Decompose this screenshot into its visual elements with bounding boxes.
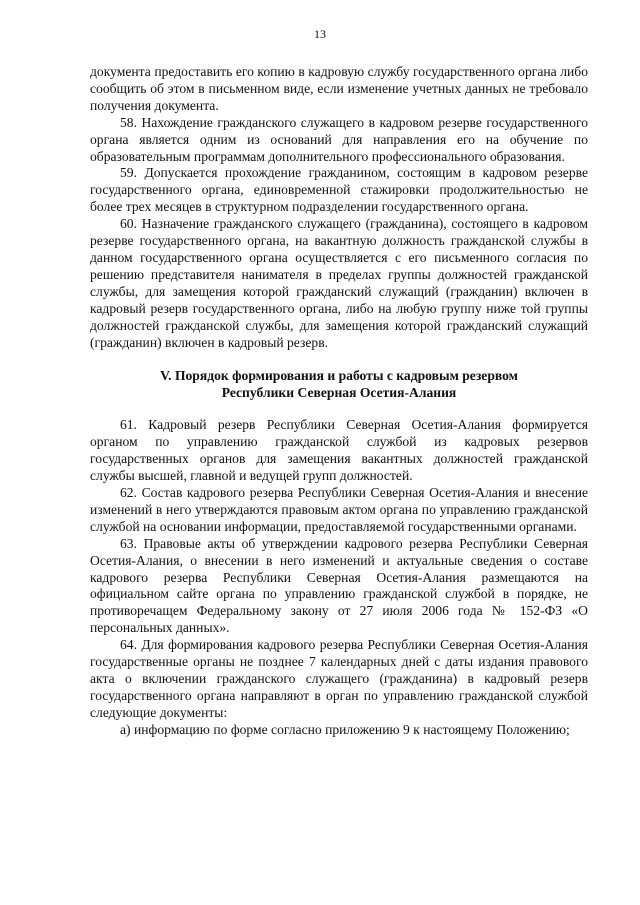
paragraph-58: 58. Нахождение гражданского служащего в кадровом резерве государственного органа является одним из оснований для направления его на обучение по образовательным программам дополнительного профессионального образования. (90, 114, 588, 164)
section-heading-line-2: Республики Северная Осетия-Алания (221, 385, 457, 401)
paragraph-64: 64. Для формирования кадрового резерва Республики Северная Осетия-Алания государственные органы не позднее 7 календарных дней с даты издания правового акта о включении гражданского служащего (гражданина) в кадровый резерв государственного органа направляют в орган по управлению гражданской службой следующие документы: (90, 637, 588, 720)
paragraph-61: 61. Кадровый резерв Республики Северная Осетия-Алания формируется органом по управлению гражданской службой из кадровых резервов государственных органов для замещения вакантных должностей гражданской службы высшей, главной и ведущей групп должностей. (90, 417, 588, 484)
paragraph-59: 59. Допускается прохождение гражданином, состоящим в кадровом резерве государственного органа, единовременной стажировки продолжительностью не более трех месяцев в структурном подразделении государственного органа. (90, 165, 588, 215)
paragraph-continuation: документа предоставить его копию в кадровую службу государственного органа либо сообщить об этом в письменном виде, если изменение учетных данных не требовало получения документа. (90, 64, 588, 113)
paragraph-62: 62. Состав кадрового резерва Республики Северная Осетия-Алания и внесение изменений в него утверждаются правовым актом органа по управлению гражданской службой на основании информации, предоставляемой государственными органами. (90, 485, 588, 534)
section-heading (90, 367, 588, 401)
document-body (90, 64, 588, 739)
section-heading-line-1: V. Порядок формирования и работы с кадровым резервом (160, 368, 518, 384)
paragraph-64-a: а) информацию по форме согласно приложению 9 к настоящему Положению; (120, 721, 570, 737)
page-number: 13 (314, 27, 326, 41)
paragraph-63: 63. Правовые акты об утверждении кадрового резерва Республики Северная Осетия-Алания, о внесении в него изменений и актуальные сведения о составе кадрового резерва Республики Северная Осетия-Алания размещаются на официальном сайте органа по управлению гражданской службой в порядке, не противоречащем Федеральному закону от 27 июля 2006 года № 152-ФЗ «О персональных данных». (90, 535, 588, 636)
paragraph-60: 60. Назначение гражданского служащего (гражданина), состоящего в кадровом резерве государственного органа, на вакантную должность гражданской службы в данном государственного органа осуществляется с его письменного согласия по решению представителя нанимателя в пределах группы должностей гражданской службы, для замещения которой гражданский служащий (гражданин) включен в кадровый резерв государственного органа, либо на любую группу ниже той группы должностей гражданской службы, для замещения которой гражданский служащий (гражданин) включен в кадровый резерв. (90, 216, 588, 350)
